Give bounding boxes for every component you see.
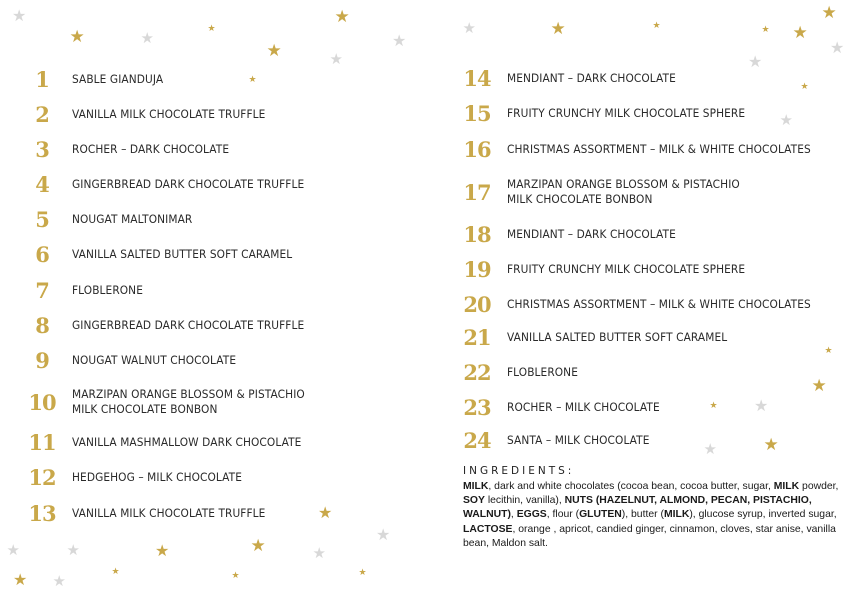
gold-star-icon: ★ xyxy=(250,535,266,556)
ingredients-title: INGREDIENTS: xyxy=(463,465,575,477)
calendar-item-9 xyxy=(22,349,250,371)
day-number: 3 xyxy=(35,136,49,162)
gold-star-icon: ★ xyxy=(207,23,216,34)
calendar-item-13 xyxy=(22,502,282,524)
gold-star-icon: ★ xyxy=(792,22,808,43)
calendar-item-18 xyxy=(457,223,691,245)
calendar-item-5 xyxy=(22,208,203,230)
gold-star-icon: ★ xyxy=(69,26,85,47)
calendar-item-19 xyxy=(457,258,766,280)
silver-star-icon: ★ xyxy=(376,525,391,544)
silver-star-icon: ★ xyxy=(830,38,845,57)
chocolate-name: SANTA – MILK CHOCOLATE xyxy=(507,432,650,447)
silver-star-icon: ★ xyxy=(329,49,343,68)
chocolate-name: VANILLA MILK CHOCOLATE TRUFFLE xyxy=(72,505,266,520)
chocolate-name: MARZIPAN ORANGE BLOSSOM & PISTACHIO MILK CHOCOLATE BONBON xyxy=(72,387,305,416)
day-number: 21 xyxy=(463,324,491,350)
calendar-item-21 xyxy=(457,326,746,348)
gold-star-icon: ★ xyxy=(652,20,661,31)
gold-star-icon: ★ xyxy=(231,570,240,581)
day-number: 5 xyxy=(35,206,49,232)
silver-star-icon: ★ xyxy=(754,396,769,415)
day-number: 12 xyxy=(28,464,56,490)
gold-star-icon: ★ xyxy=(763,434,779,455)
silver-star-icon: ★ xyxy=(52,571,66,590)
silver-star-icon: ★ xyxy=(462,18,476,37)
gold-star-icon: ★ xyxy=(155,541,170,560)
calendar-item-16 xyxy=(457,138,837,160)
day-number: 15 xyxy=(463,100,491,126)
chocolate-name: FRUITY CRUNCHY MILK CHOCOLATE SPHERE xyxy=(507,261,746,276)
calendar-item-8 xyxy=(22,314,324,336)
gold-star-icon: ★ xyxy=(761,24,770,35)
day-number: 18 xyxy=(463,221,491,247)
chocolate-name: MENDIANT – DARK CHOCOLATE xyxy=(507,226,676,241)
chocolate-name: FLOBLERONE xyxy=(507,364,578,379)
day-number: 19 xyxy=(463,256,491,282)
chocolate-name: GINGERBREAD DARK CHOCOLATE TRUFFLE xyxy=(72,317,305,332)
day-number: 16 xyxy=(463,136,491,162)
day-number: 17 xyxy=(463,179,491,205)
calendar-item-23 xyxy=(457,396,673,418)
chocolate-name: ROCHER – DARK CHOCOLATE xyxy=(72,141,230,156)
calendar-item-14 xyxy=(457,67,691,89)
gold-star-icon: ★ xyxy=(800,81,809,92)
day-number: 22 xyxy=(463,359,491,385)
gold-star-icon: ★ xyxy=(824,345,833,356)
gold-star-icon: ★ xyxy=(318,503,333,522)
chocolate-name: HEDGEHOG – MILK CHOCOLATE xyxy=(72,469,243,484)
chocolate-name: NOUGAT WALNUT CHOCOLATE xyxy=(72,352,237,367)
gold-star-icon: ★ xyxy=(111,566,120,577)
calendar-item-17 xyxy=(457,177,760,206)
day-number: 11 xyxy=(28,429,56,455)
gold-star-icon: ★ xyxy=(13,570,28,589)
calendar-item-20 xyxy=(457,293,837,315)
calendar-item-3 xyxy=(22,138,243,160)
gold-star-icon: ★ xyxy=(709,400,718,411)
calendar-item-4 xyxy=(22,173,324,195)
day-number: 1 xyxy=(35,66,49,92)
gold-star-icon: ★ xyxy=(358,567,367,578)
chocolate-name: VANILLA SALTED BUTTER SOFT CARAMEL xyxy=(507,329,728,344)
silver-star-icon: ★ xyxy=(312,543,326,562)
silver-star-icon: ★ xyxy=(66,540,80,559)
ingredients-section xyxy=(463,465,843,551)
day-number: 7 xyxy=(35,277,49,303)
calendar-item-10 xyxy=(22,387,325,416)
day-number: 10 xyxy=(28,389,56,415)
day-number: 4 xyxy=(35,171,49,197)
ingredients-text: MILK, dark and white chocolates (cocoa bean, cocoa butter, sugar, MILK powder, SOY lecithin, vanilla), NUTS (HAZELNUT, ALMOND, PECAN, PISTACHIO, WALNUT), EGGS, flour (GLUTEN), butter (MILK), glucose syrup, inverted sugar, LACTOSE, orange , apricot, candied ginger, cinnamon, cloves, star anise, vanilla bean, Maldon salt. xyxy=(463,481,839,549)
calendar-item-12 xyxy=(22,466,257,488)
silver-star-icon: ★ xyxy=(140,28,154,47)
silver-star-icon: ★ xyxy=(779,110,793,129)
day-number: 2 xyxy=(35,101,49,127)
gold-star-icon: ★ xyxy=(248,74,257,85)
calendar-item-22 xyxy=(457,361,584,383)
chocolate-name: SABLE GIANDUJA xyxy=(72,71,164,86)
day-number: 24 xyxy=(463,427,491,453)
silver-star-icon: ★ xyxy=(748,52,763,71)
chocolate-name: CHRISTMAS ASSORTMENT – MILK & WHITE CHOCOLATES xyxy=(507,141,811,156)
calendar-item-6 xyxy=(22,243,311,265)
chocolate-name: NOUGAT MALTONIMAR xyxy=(72,211,193,226)
silver-star-icon: ★ xyxy=(12,6,27,25)
calendar-item-15 xyxy=(457,102,766,124)
chocolate-name: ROCHER – MILK CHOCOLATE xyxy=(507,399,660,414)
day-number: 13 xyxy=(28,500,56,526)
gold-star-icon: ★ xyxy=(334,6,350,27)
calendar-item-11 xyxy=(22,431,321,453)
calendar-item-1 xyxy=(22,68,171,90)
chocolate-name: MARZIPAN ORANGE BLOSSOM & PISTACHIO MILK CHOCOLATE BONBON xyxy=(507,177,740,206)
day-number: 6 xyxy=(35,241,49,267)
day-number: 14 xyxy=(463,65,491,91)
calendar-item-24 xyxy=(457,429,662,451)
gold-star-icon: ★ xyxy=(550,18,566,39)
gold-star-icon: ★ xyxy=(266,40,282,61)
gold-star-icon: ★ xyxy=(811,375,827,396)
chocolate-name: VANILLA MASHMALLOW DARK CHOCOLATE xyxy=(72,434,302,449)
chocolate-name: FLOBLERONE xyxy=(72,282,143,297)
chocolate-name: VANILLA MILK CHOCOLATE TRUFFLE xyxy=(72,106,266,121)
day-number: 8 xyxy=(35,312,49,338)
calendar-item-2 xyxy=(22,103,282,125)
chocolate-name: CHRISTMAS ASSORTMENT – MILK & WHITE CHOCOLATES xyxy=(507,296,811,311)
chocolate-name: GINGERBREAD DARK CHOCOLATE TRUFFLE xyxy=(72,176,305,191)
calendar-item-7 xyxy=(22,279,149,301)
chocolate-name: MENDIANT – DARK CHOCOLATE xyxy=(507,70,676,85)
silver-star-icon: ★ xyxy=(703,439,717,458)
day-number: 23 xyxy=(463,394,491,420)
silver-star-icon: ★ xyxy=(6,540,20,559)
chocolate-name: VANILLA SALTED BUTTER SOFT CARAMEL xyxy=(72,246,293,261)
day-number: 20 xyxy=(463,291,491,317)
gold-star-icon: ★ xyxy=(821,2,837,23)
chocolate-name: FRUITY CRUNCHY MILK CHOCOLATE SPHERE xyxy=(507,105,746,120)
day-number: 9 xyxy=(35,347,49,373)
silver-star-icon: ★ xyxy=(392,31,407,50)
